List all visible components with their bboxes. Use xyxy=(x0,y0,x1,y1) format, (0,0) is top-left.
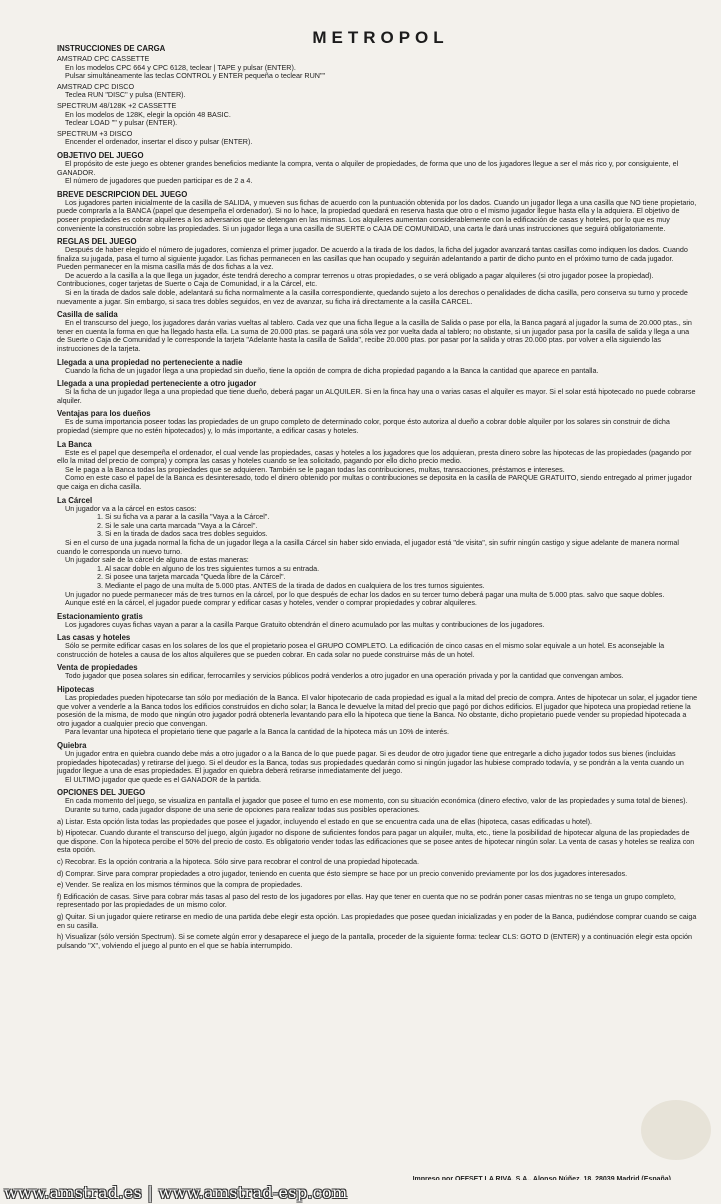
section-heading: Venta de propiedades xyxy=(57,663,138,673)
instruction-line: Pulsar simultáneamente las teclas CONTROL y ENTER pequeña o teclear RUN"" xyxy=(65,71,326,81)
paragraph: Un jugador entra en quiebra cuando debe más a otro jugador o a la Banca de lo que puede pagar. Si es deudor de otro jugador tiene que entregarle a dicho jugador todos sus bienes (incluidas propiedades hipotecadas) y retirarse del juego. Si el deudor es la Banca, todas sus propiedades quedarán como si ningún jugador las hubiese comprado todavía, y se pondrán a la venta cuando un jugador llegue a una de esas propiedades. El jugador en quiebra deberá retirarse inmediatamente del juego. xyxy=(57,749,684,776)
section-heading: Las casas y hoteles xyxy=(57,633,131,643)
paragraph: Un jugador no puede permanecer más de tres turnos en la cárcel, por lo que después de echar los dados en su tercer turno deberá pagar una multa de 5.000 ptas. salvo que saque dobles. xyxy=(65,589,665,599)
section-heading: OPCIONES DEL JUEGO xyxy=(57,788,146,798)
section-heading: Llegada a una propiedad perteneciente a otro jugador xyxy=(57,379,257,389)
paragraph: Este es el papel que desempeña el ordenador, el cual vende las propiedades, casas y hoteles a los jugadores que los adquieran, presta dinero sobre las hipotecas de las propiedades (pagando por ello la mitad del precio de compra) y compra las casas y hoteles cuando se lea solicitado, pagando por ello dicho precio medio. xyxy=(57,447,692,466)
instruction-line: En los modelos de 128K, elegir la opción 48 BASIC. xyxy=(65,109,231,119)
platform-name: AMSTRAD CPC DISCO xyxy=(57,81,135,91)
paragraph: Como en este caso el papel de la Banca es desinteresado, todo el dinero obtenido por multas o contribuciones se deposita en la casilla de PARQUE GRATUITO, siendo entregado al primer jugador que caiga en dicha casilla. xyxy=(57,473,692,491)
list-item: 3. Si en la tirada de dados saca tres dobles seguidos. xyxy=(97,529,268,539)
list-item: 3. Mediante el pago de una multa de 5.000 ptas. ANTES de la tirada de dados en cualquiera de los tres turnos siguientes. xyxy=(97,580,485,590)
section-heading: La Cárcel xyxy=(57,495,93,505)
instruction-line: Teclear LOAD "" y pulsar (ENTER). xyxy=(65,118,178,128)
paragraph: El ULTIMO jugador que quede es el GANADOR de la partida. xyxy=(65,774,262,784)
platform-name: SPECTRUM +3 DISCO xyxy=(57,128,133,138)
section-heading: Casilla de salida xyxy=(57,310,118,320)
platform-name: SPECTRUM 48/128K +2 CASSETTE xyxy=(57,100,177,110)
option-item: g) Quitar. Si un jugador quiere retirarse en medio de una partida debe elegir esta opción. Las propiedades que posee quedan inicializadas y en poder de la Banca, pudiéndose comprar cuando se caiga en su casilla. xyxy=(57,911,697,930)
paragraph: Los jugadores parten inicialmente de la casilla de SALIDA, y mueven sus fichas de acuerdo con la puntuación obtenida por los dados. Cuando un jugador llega a una casilla que NO tiene propietario, puede comprarla a la BANCA (papel que desempeña el ordenador). Si no lo hace, la propiedad quedará en reserva hasta que otro o el mismo jugador llegue hasta ella y la adquiera. El objetivo de poseer propiedades es cobrar alquileres a los adversarios que se detengan en las mismas. Los alquileres aumentan considerablemente con la edificación de casas y hoteles, por lo que es muy conveniente la construcción sobre las propiedades. Si un jugador llega a una casilla de SUERTE o CAJA DE COMUNIDAD, una carta le dará unas instrucciones que seguirá obligatoriamente. xyxy=(57,197,697,233)
list-item: 2. Si le sale una carta marcada "Vaya a la Cárcel". xyxy=(97,520,258,530)
paragraph: Si en la tirada de dados sale doble, adelantará su ficha normalmente a la casilla correspondiente, quedando sujeto a los derechos o penalidades de dicha casilla, pero conserva su turno y procede nuevamente a jugar. Sin embargo, si saca tres dobles seguidos, en vez de avanzar, su ficha irá directamente a la casilla CARCEL. xyxy=(57,288,688,306)
section-heading: Hipotecas xyxy=(57,685,95,695)
option-item: a) Listar. Esta opción lista todas las propiedades que posee el jugador, incluyendo el estado en que se encuentra cada una de ellas (hipoteca, casas edificadas u hotel). xyxy=(57,816,593,826)
paragraph: Es de suma importancia poseer todas las propiedades de un grupo completo de determinado color, porque ésto autoriza al dueño a cobrar doble alquiler por los solares sin construir de dicha propiedad (siempre que no estén hipotecados) y, lo más importante, a edificar casas y hoteles. xyxy=(57,417,670,435)
section-heading: REGLAS DEL JUEGO xyxy=(57,237,137,247)
option-item: d) Comprar. Sirve para comprar propiedades a otro jugador, teniendo en cuenta que ésto siempre se hace por un precio convenido previamente por los dos jugadores interesados. xyxy=(57,868,628,878)
option-item: b) Hipotecar. Cuando durante el transcurso del juego, algún jugador no dispone de suficientes fondos para pagar un alquiler, multa, etc., tiene la posibilidad de hipotecar alguna de las propiedades de que dispone. Con la hipoteca percibe el 50% del precio de costo. Es obligatorio vender todas las edificaciones que se posee antes de hipotecar ningún solar. La venta de casas y hoteles se realiza con esta opción. xyxy=(57,828,695,855)
section-heading: Llegada a una propiedad no perteneciente a nadie xyxy=(57,357,243,367)
section-heading: La Banca xyxy=(57,439,92,449)
section-heading: Estacionamiento gratis xyxy=(57,611,143,621)
option-item: h) Visualizar (sólo versión Spectrum). Si se comete algún error y desaparece el juego de la pantalla, proceder de la siguiente forma: teclear CLS: GOTO D (ENTER) y a continuación elegir esta opción pulsando "X", volviendo el juego al punto en el que se había interrumpido. xyxy=(57,932,692,950)
paragraph: En el transcurso del juego, los jugadores darán varias vueltas al tablero. Cada vez que una ficha llegue a la casilla de Salida o pase por ella, la Banca pagará al jugador la suma de 20.000 ptas., sin tener en cuenta la forma en que ha llegado hasta ella. La suma de 20.000 ptas. se pagará una sóla vez por vuelta dada al tablero; no obstante, si un jugador pasa por la casilla de salida y llega a una de Suerte o Caja de Comunidad y le corresponde la tarjeta "Adelante hasta la casilla de Salida", recibe 20.000 ptas. por pasar por la salida y otras 20.000 ptas. por volver a ella siguiendo las instrucciones de la tarjeta. xyxy=(57,318,692,354)
paragraph: El propósito de este juego es obtener grandes beneficios mediante la compra, venta o alquiler de propiedades, de forma que uno de los jugadores llegue a ser el más rico y, por consiguiente, el GANADOR. xyxy=(57,158,679,177)
instruction-line: Encender el ordenador, insertar el disco y pulsar (ENTER). xyxy=(65,137,253,147)
paragraph: Se le paga a la Banca todas las propiedades que se adquieren. También se le pagan todas las contribuciones, multas, transacciones, préstamos e intereses. xyxy=(65,464,565,474)
paragraph: Aunque esté en la cárcel, el jugador puede comprar y edificar casas y hoteles, vender o comprar propiedades y cobrar alquileres. xyxy=(65,598,477,608)
section-heading: Ventajas para los dueños xyxy=(57,409,151,419)
list-item: 1. Si su ficha va a parar a la casilla "Vaya a la Cárcel". xyxy=(97,512,270,522)
instruction-line: Teclea RUN "DISC" y pulsa (ENTER). xyxy=(65,90,186,100)
instruction-line: Un jugador va a la cárcel en estos casos: xyxy=(65,503,197,513)
section-heading: BREVE DESCRIPCION DEL JUEGO xyxy=(57,189,188,199)
option-item: c) Recobrar. Es la opción contraria a la hipoteca. Sólo sirve para recobrar el control de una propiedad hipotecada. xyxy=(57,856,419,866)
paragraph: Los jugadores cuyas fichas vayan a parar a la casilla Parque Gratuito obtendrán el dinero acumulado por las multas y contribuciones de los jugadores. xyxy=(65,619,545,629)
paragraph: Para levantar una hipoteca el propietario tiene que pagarle a la Banca la cantidad de la hipoteca más un 10% de interés. xyxy=(65,727,449,737)
paper-stain xyxy=(641,1100,711,1160)
option-item: f) Edificación de casas. Sirve para cobrar más tasas al paso del resto de los jugadores por ellas. Hay que tener en cuenta que no se podrán poner casas mientras no se tenga un grupo completo, representado por las propiedades de un mismo color. xyxy=(57,891,676,910)
paragraph: Sólo se permite edificar casas en los solares de los que el propietario posea el GRUPO COMPLETO. La edificación de cinco casas en el mismo solar equivale a un hotel. Es aconsejable la construcción de hoteles a causa de los altos alquileres que se pueden cobrar. En cada solar no puede construirse más de un hotel. xyxy=(57,641,665,659)
paragraph: El número de jugadores que pueden participar es de 2 a 4. xyxy=(65,176,253,186)
paragraph: Durante su turno, cada jugador dispone de una serie de opciones para realizar todas sus posibles operaciones. xyxy=(65,805,420,814)
section-heading: Quiebra xyxy=(57,741,87,751)
instructions-body xyxy=(57,44,699,950)
paragraph: Todo jugador que posea solares sin edificar, ferrocarriles y servicios públicos podrá venderlos a otro jugador en una operación privada y por la cantidad que convengan ambos. xyxy=(65,671,624,681)
paragraph: Si en el curso de una jugada normal la ficha de un jugador llega a la casilla Cárcel sin haber sido enviada, el jugador está "de visita", sin sufrir ningún castigo y sigue adelante de manera normal cuando le corresponda un nuevo turno. xyxy=(57,537,680,556)
instruction-line: En los modelos CPC 664 y CPC 6128, teclear | TAPE y pulsar (ENTER). xyxy=(65,62,296,72)
paragraph: De acuerdo a la casilla a la que llega un jugador, éste tendrá derecho a comprar terrenos u otras propiedades, o se verá obligado a pagar alquileres (si otro jugador posee la propiedad). Contribuciones, coger tarjetas de Suerte o Caja de Comunidad, ir a la Cárcel, etc. xyxy=(57,270,654,289)
paragraph: Después de haber elegido el número de jugadores, comienza el primer jugador. De acuerdo a la tirada de los dados, la ficha del jugador avanzará tantas casillas como indiquen los dados. Cuando finaliza su jugada, pasa el turno al siguiente jugador. Las fichas permanecen en las casillas que han ocupado y seguirán adelantando a partir de dicho punto en el próximo turno de cada jugador. Pueden permanecer en la misma casilla más de dos fichas a la vez. xyxy=(57,245,688,272)
watermark-urls: www.amstrad.es | www.amstrad-esp.com xyxy=(4,1183,348,1202)
page-title: METROPOL xyxy=(312,28,449,47)
section-heading: INSTRUCCIONES DE CARGA xyxy=(57,44,166,53)
paragraph: Las propiedades pueden hipotecarse tan sólo por mediación de la Banca. El valor hipotecario de cada propiedad es igual a la mitad del precio de compra. Antes de hipotecar un solar, el jugador tiene que volver a venderle a la Banca todos los edificios construidos en dicho solar; la Banca le devuelve la mitad del precio que pagó por dichos edificios. El jugador que hipoteca una propiedad retiene la posesión de la misma, de modo que ningún otro jugador podrá obtenerla levantando para ello la hipoteca que tiene la Banca. No obstante, dicho propietario puede vender su propiedad hipotecada a otro jugador a cualquier precio que convengan. xyxy=(57,693,698,728)
paragraph: Cuando la ficha de un jugador llega a una propiedad sin dueño, tiene la opción de compra de dicha propiedad pagando a la Banca la cantidad que aparece en pantalla. xyxy=(65,365,599,375)
platform-name: AMSTRAD CPC CASSETTE xyxy=(57,54,150,63)
list-item: 1. Al sacar doble en alguno de los tres siguientes turnos a su entrada. xyxy=(97,563,320,573)
option-item: e) Vender. Se realiza en los mismos términos que la compra de propiedades. xyxy=(57,880,303,890)
instruction-line: Un jugador sale de la cárcel de alguna de estas maneras: xyxy=(65,555,249,565)
paragraph: En cada momento del juego, se visualiza en pantalla el jugador que posee el turno en ese momento, con su situación económica (dinero efectivo, valor de las propiedades y suma total de bienes). xyxy=(65,796,688,806)
paragraph: Si la ficha de un jugador llega a una propiedad que tiene dueño, deberá pagar un ALQUILER. Si en la finca hay una o varias casas el alquiler es mayor. Si el solar está hipotecado no puede cobrarse alquiler. xyxy=(57,387,696,405)
section-heading: OBJETIVO DEL JUEGO xyxy=(57,150,144,160)
list-item: 2. Si posee una tarjeta marcada "Queda libre de la Cárcel". xyxy=(97,572,286,582)
